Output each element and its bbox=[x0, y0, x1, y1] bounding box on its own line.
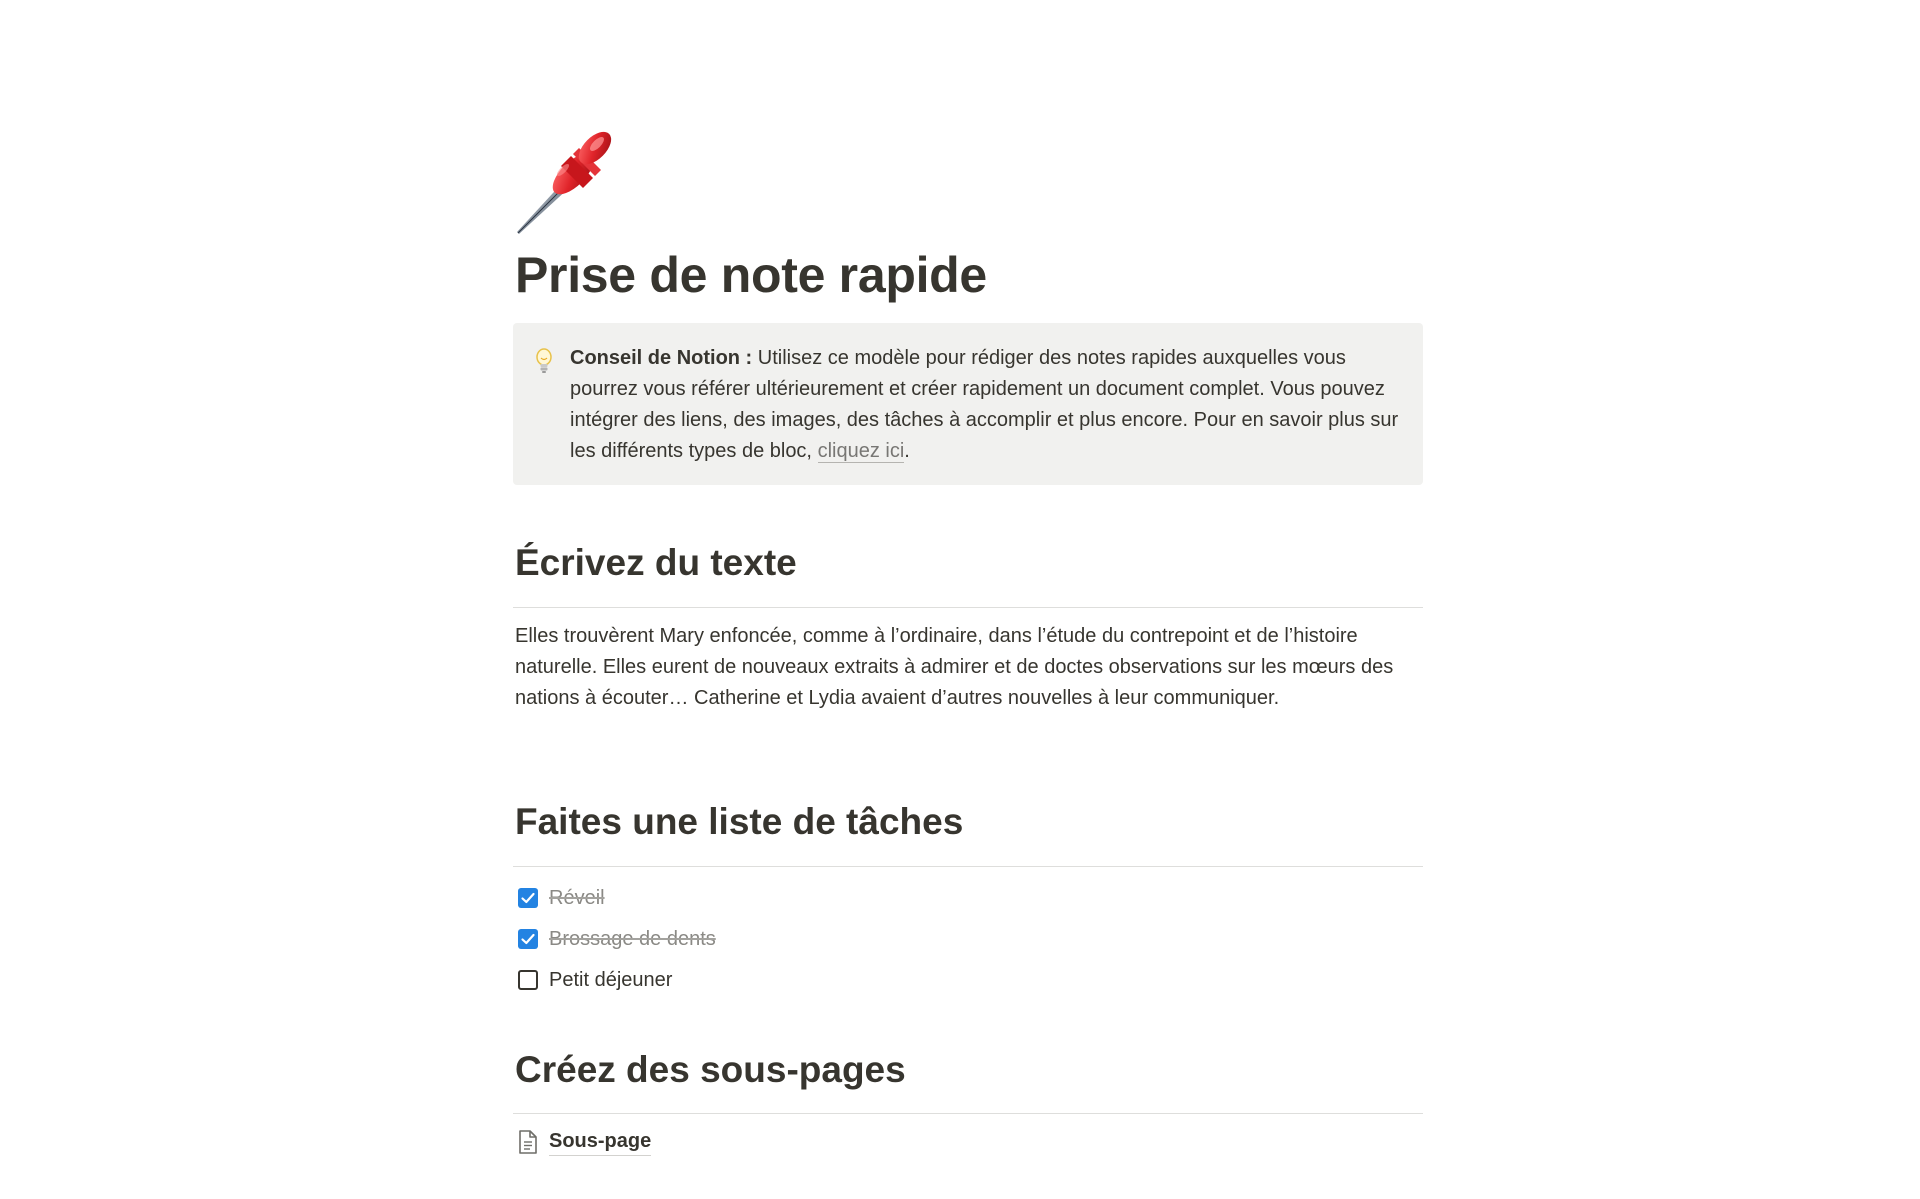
todo-label[interactable]: Petit déjeuner bbox=[549, 969, 673, 991]
tip-callout bbox=[513, 323, 1423, 485]
page-title[interactable]: Prise de note rapide bbox=[515, 247, 987, 303]
page-icon bbox=[517, 1129, 539, 1155]
heading-write-text[interactable]: Écrivez du texte bbox=[515, 542, 797, 583]
sample-paragraph[interactable]: Elles trouvèrent Mary enfoncée, comme à l’ordinaire, dans l’étude du contrepoint et de l’histoire naturelle. Elles eurent de nouveaux extraits à admirer et de doctes observations sur les mœurs des nations à écouter… Catherine et Lydia avaient d’autres nouvelles à leur communiquer. bbox=[515, 625, 1394, 709]
todo-checkbox-unchecked[interactable] bbox=[518, 970, 538, 990]
divider bbox=[513, 1113, 1423, 1114]
learn-more-link[interactable]: cliquez ici bbox=[817, 440, 905, 462]
callout-body: Utilisez ce modèle pour rédiger des notes rapides auxquelles vous pourrez vous référer ultérieurement et créer rapidement un document complet. Vous pouvez intégrer des liens, des images, des tâches à accomplir et plus encore. Pour en savoir plus sur les différents types de bloc, bbox=[570, 347, 1399, 462]
callout-suffix: . bbox=[904, 440, 910, 462]
callout-bold-prefix: Conseil de Notion : bbox=[570, 347, 753, 369]
todo-checkbox-checked[interactable] bbox=[518, 888, 538, 908]
todo-label[interactable]: Réveil bbox=[549, 887, 605, 909]
heading-todo-list[interactable]: Faites une liste de tâches bbox=[515, 801, 964, 842]
divider bbox=[513, 607, 1423, 608]
todo-label[interactable]: Brossage de dents bbox=[549, 928, 716, 950]
divider bbox=[513, 866, 1423, 867]
heading-subpages[interactable]: Créez des sous-pages bbox=[515, 1049, 906, 1090]
callout-text bbox=[570, 343, 1405, 467]
lightbulb-icon[interactable] bbox=[533, 347, 555, 377]
todo-checkbox-checked[interactable] bbox=[518, 929, 538, 949]
subpage-label[interactable]: Sous-page bbox=[549, 1127, 651, 1156]
pushpin-icon[interactable] bbox=[513, 118, 633, 238]
